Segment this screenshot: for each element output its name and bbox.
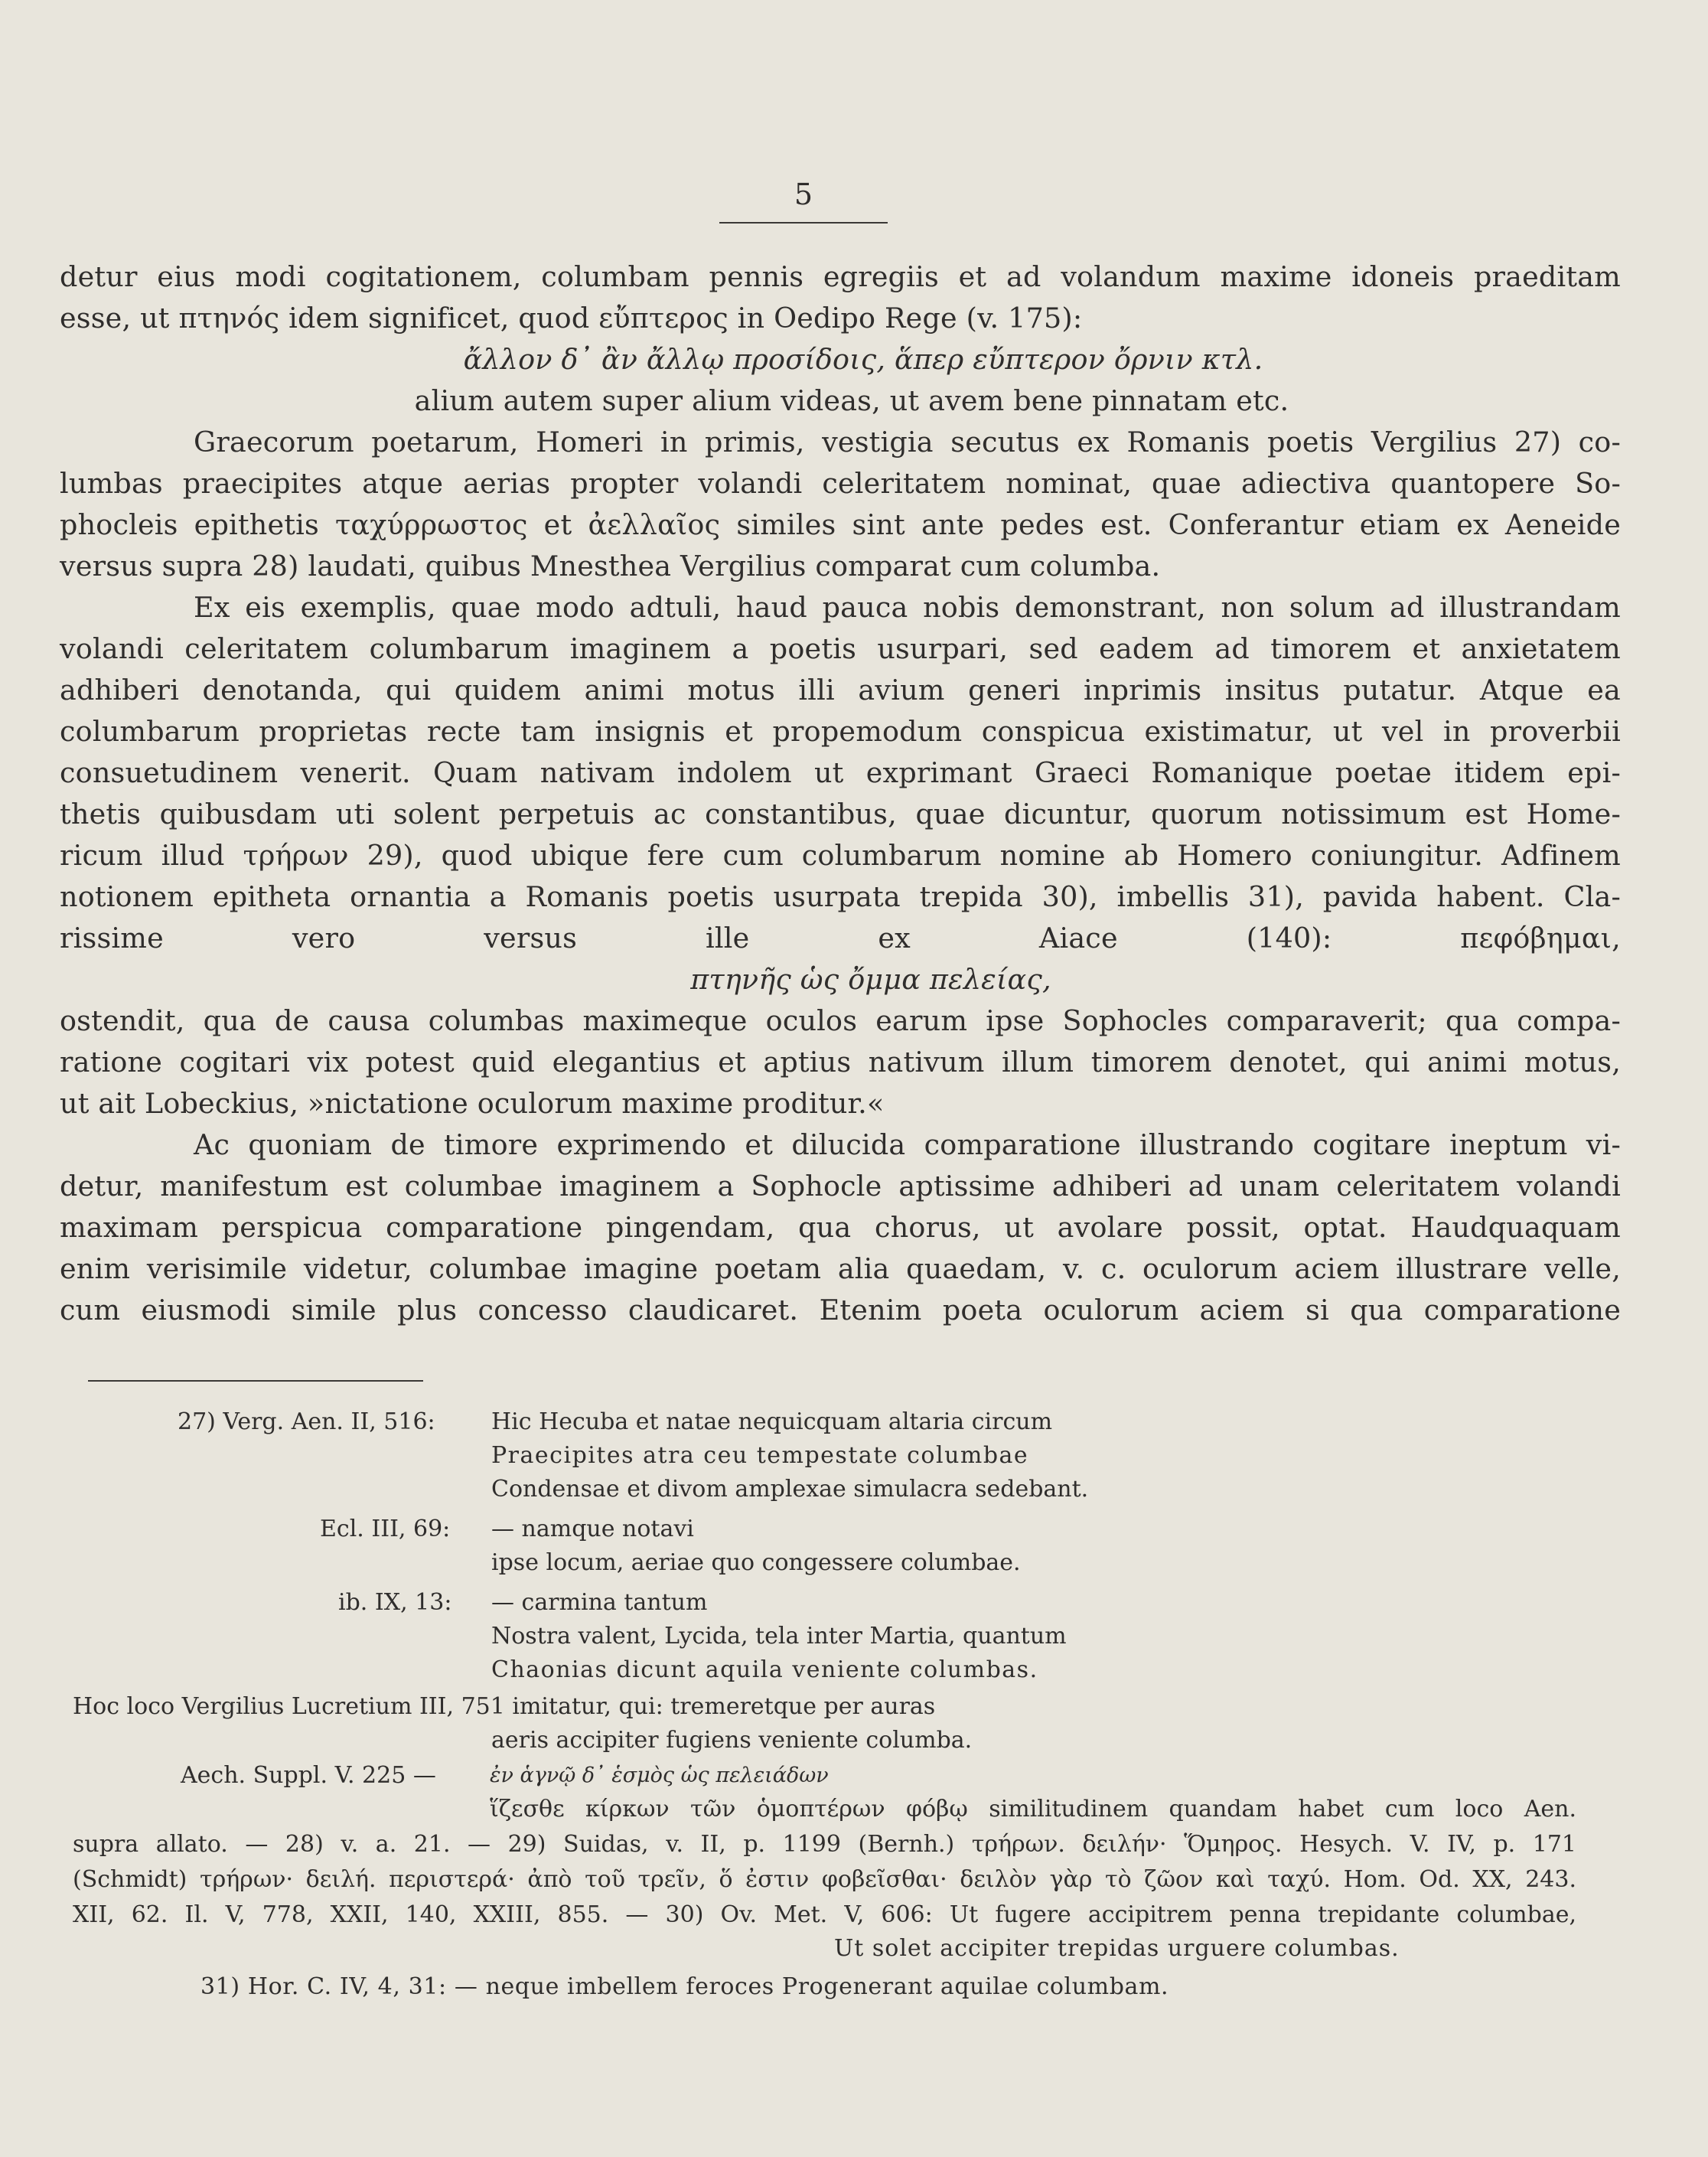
text-line: Ex eis exemplis, quae modo adtuli, haud pauca nobis demonstrant, non solum ad illustrandam — [194, 591, 1621, 624]
page-number: 5 — [794, 178, 813, 211]
footnote-30-line: XII, 62. Il. V, 778, XXII, 140, XXIII, 855. — 30) Ov. Met. V, 606: Ut fugere accipitrem penna trepidante columbae, — [73, 1901, 1576, 1928]
translation-line: alium autem super alium videas, ut avem bene pinnatam etc. — [414, 384, 1289, 417]
text-line: ostendit, qua de causa columbas maximeque oculos earum ipse Sophocles comparaverit; qua compa- — [60, 1004, 1621, 1037]
text-line: enim verisimile videtur, columbae imagine poetam alia quaedam, v. c. oculorum aciem illustrare velle, — [60, 1252, 1621, 1285]
text-line: volandi celeritatem columbarum imaginem a poetis usurpari, sed eadem ad timorem et anxietatem — [60, 632, 1621, 665]
footnote-ecl-line-b: ipse locum, aeriae quo congessere columbae. — [491, 1549, 1021, 1576]
footnote-27-line-b: Praecipites atra ceu tempestate columbae — [491, 1442, 1029, 1469]
text-line: esse, ut πτηνός idem significet, quod εὔπτερος in Oedipo Rege (v. 175): — [60, 302, 1083, 334]
footnote-ib-line-c: Chaonias dicunt aquila veniente columbas. — [491, 1656, 1038, 1683]
text-line: maximam perspicua comparatione pingendam, qua chorus, ut avolare possit, optat. Haudquaquam — [60, 1211, 1621, 1244]
greek-quote: ἄλλον δ᾽ ἂν ἄλλῳ προσίδοις, ἅπερ εὔπτερον ὄρνιν κτλ. — [463, 343, 1263, 376]
text-line: consuetudinem venerit. Quam nativam indolem ut exprimant Graeci Romanique poetae itidem epi- — [60, 756, 1621, 789]
text-line: ratione cogitari vix potest quid elegantius et aptius nativum illum timorem denotet, qui animi motus, — [60, 1046, 1621, 1078]
text-line: notionem epitheta ornantia a Romanis poetis usurpata trepida 30), imbellis 31), pavida habent. Cla- — [60, 880, 1621, 913]
text-line: thetis quibusdam uti solent perpetuis ac constantibus, quae dicuntur, quorum notissimum est Home- — [60, 798, 1621, 830]
footnote-ecl-ref: Ecl. III, 69: — [320, 1516, 451, 1542]
text-line: Graecorum poetarum, Homeri in primis, vestigia secutus ex Romanis poetis Vergilius 27) co- — [194, 426, 1621, 458]
text-line: ricum illud τρήρων 29), quod ubique fere cum columbarum nomine ab Homero coniungitur. Adfinem — [60, 839, 1621, 872]
footnote-ib-line-b: Nostra valent, Lycida, tela inter Martia, quantum — [491, 1623, 1067, 1650]
footnote-28-line: supra allato. — 28) v. a. 21. — 29) Suidas, v. II, p. 1199 (Bernh.) τρήρων. δειλήν· Ὅμηρος. Hesych. V. IV, p. 171 — [73, 1831, 1576, 1858]
text-line: rissime vero versus ille ex Aiace (140): πεφόβημαι, — [60, 922, 1621, 954]
footnote-aech-line-a: ἐν ἁγνῷ δ᾽ ἑσμὸς ὡς πελειάδων — [490, 1764, 829, 1787]
text-line: adhiberi denotanda, qui quidem animi motus illi avium generi inprimis insitus putatur. Atque ea — [60, 674, 1621, 706]
text-line: versus supra 28) laudati, quibus Mnesthea Vergilius comparat cum columba. — [60, 550, 1161, 582]
footnote-27-line-a: Hic Hecuba et natae nequicquam altaria circum — [491, 1408, 1053, 1435]
footnote-30-line-b: Ut solet accipiter trepidas urguere columbas. — [834, 1935, 1400, 1962]
text-line: phocleis epithetis ταχύρρωστος et ἀελλαῖος similes sint ante pedes est. Conferantur etiam ex Aeneide — [60, 508, 1621, 541]
footnote-hoc-line-a: Hoc loco Vergilius Lucretium III, 751 imitatur, qui: tremeretque per auras — [73, 1693, 936, 1720]
footnote-aech-line-b: ἵζεσθε κίρκων τῶν ὁμοπτέρων φόβῳ similitudinem quandam habet cum loco Aen. — [490, 1796, 1576, 1823]
footnote-31-line: 31) Hor. C. IV, 4, 31: — neque imbellem feroces Progenerant aquilae columbam. — [200, 1973, 1169, 2000]
footnote-29-line: (Schmidt) τρήρων· δειλή. περιστερά· ἀπὸ τοῦ τρεῖν, ὅ ἐστιν φοβεῖσθαι· δειλὸν γὰρ τὸ ζῶον καὶ ταχύ. Hom. Od. XX, 243. — [73, 1866, 1576, 1893]
text-line: ut ait Lobeckius, »nictatione oculorum maxime proditur.« — [60, 1087, 885, 1120]
footnote-ib-ref: ib. IX, 13: — [338, 1589, 452, 1616]
footnote-rule — [88, 1380, 423, 1382]
text-line: lumbas praecipites atque aerias propter volandi celeritatem nominat, quae adiectiva quantopere So- — [60, 467, 1621, 500]
text-line: cum eiusmodi simile plus concesso claudicaret. Etenim poeta oculorum aciem si qua comparatione — [60, 1294, 1621, 1327]
text-line: detur, manifestum est columbae imaginem a Sophocle aptissime adhiberi ad unam celeritatem volandi — [60, 1170, 1621, 1203]
footnote-27-ref: 27) Verg. Aen. II, 516: — [178, 1408, 435, 1435]
footnote-aech-ref: Aech. Suppl. V. 225 — — [181, 1762, 436, 1789]
text-line: detur eius modi cogitationem, columbam pennis egregiis et ad volandum maxime idoneis praeditam — [60, 260, 1621, 293]
main-text — [60, 256, 1621, 1331]
footnote-27-line-c: Condensae et divom amplexae simulacra sedebant. — [491, 1476, 1089, 1503]
page-number-rule — [719, 222, 888, 224]
footnote-ib-line-a: — carmina tantum — [491, 1589, 708, 1616]
footnote-hoc-line-b: aeris accipiter fugiens veniente columba. — [491, 1727, 973, 1754]
footnote-ecl-line-a: — namque notavi — [491, 1516, 694, 1542]
greek-quote: πτηνῆς ὡς ὄμμα πελείας, — [690, 963, 1051, 996]
text-line: columbarum proprietas recte tam insignis et propemodum conspicua existimatur, ut vel in proverbii — [60, 715, 1621, 748]
text-line: Ac quoniam de timore exprimendo et dilucida comparatione illustrando cogitare ineptum vi- — [194, 1128, 1621, 1161]
